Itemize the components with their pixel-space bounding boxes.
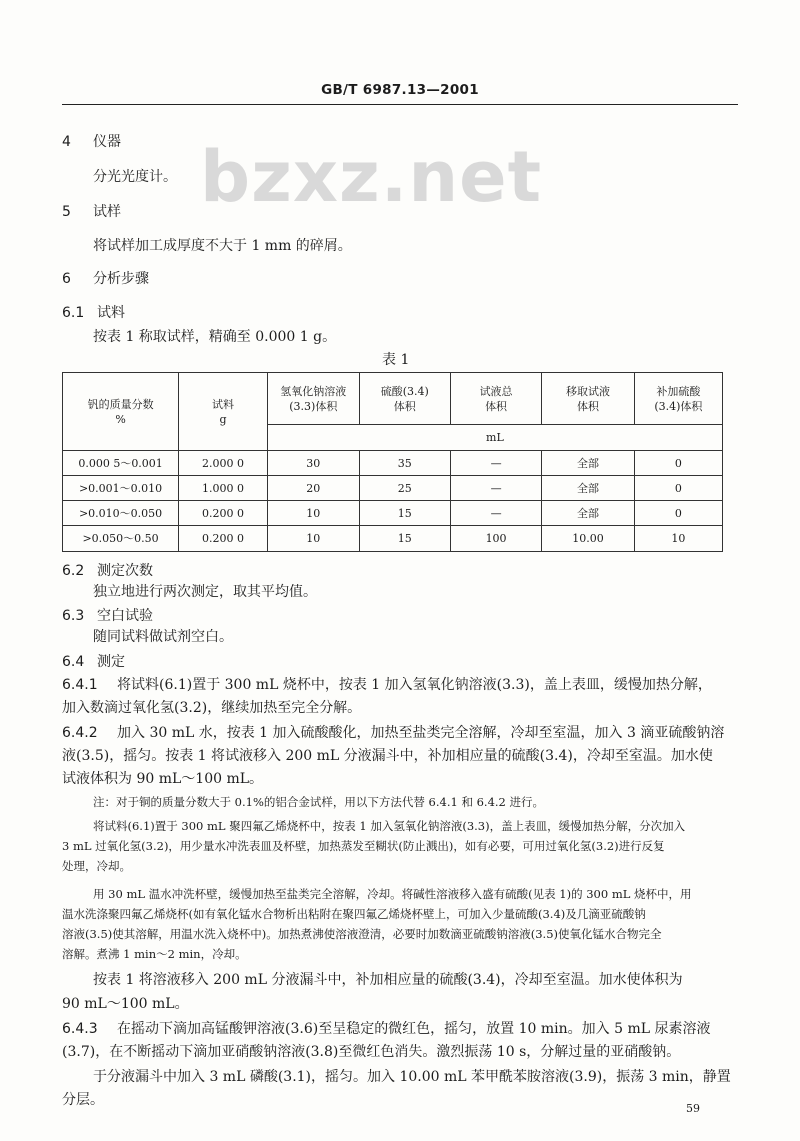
table-cell: 15 <box>359 526 450 552</box>
section-4-text: 分光光度计。 <box>93 169 177 185</box>
section-6-1-number: 6.1 <box>62 305 85 321</box>
section-6-4-1-line: 加入数滴过氧化氢(3.2)，继续加热至完全分解。 <box>62 700 362 716</box>
header-cell-total-volume <box>450 373 542 425</box>
header-text: 补加硫酸 <box>656 384 701 398</box>
header-unit: % <box>115 412 126 426</box>
section-4-title: 仪器 <box>93 134 121 150</box>
section-6-2-title: 测定次数 <box>97 563 153 579</box>
header-text: 移取试液 <box>566 384 611 398</box>
table-cell: 30 <box>267 451 359 476</box>
section-6-title: 分析步骤 <box>93 271 149 287</box>
table-cell: 10 <box>267 526 359 552</box>
table-cell: 2.000 0 <box>179 451 268 476</box>
note-line: 溶液(3.5)使其溶解，用温水洗入烧杯中)。加热煮沸使溶液澄清，必要时加数滴亚硫酸钠溶液(3.5)使氧化锰水合物完全 <box>62 927 662 941</box>
table-1-title: 表 1 <box>382 352 410 368</box>
table-row <box>63 501 723 526</box>
section-6-4-1-line: 将试料(6.1)置于 300 mL 烧杯中，按表 1 加入氢氧化钠溶液(3.3)，盖上表皿，缓慢加热分解， <box>117 677 712 693</box>
table-cell: 10 <box>267 501 359 526</box>
table-cell: 全部 <box>542 476 634 501</box>
section-6-4-2-number: 6.4.2 <box>62 725 98 741</box>
section-6-2-text: 独立地进行两次测定，取其平均值。 <box>93 584 317 600</box>
standard-code-header: GB/T 6987.13—2001 <box>321 82 479 98</box>
table-cell: 35 <box>359 451 450 476</box>
table-cell: — <box>450 501 542 526</box>
note-follow-line: 90 mL～100 mL。 <box>62 996 189 1012</box>
page-number: 59 <box>686 1102 700 1115</box>
note-line: 温水洗涤聚四氟乙烯烧杯(如有氧化锰水合物析出粘附在聚四氟乙烯烧杯壁上，可加入少量硫酸(3.4)及几滴亚硫酸钠 <box>62 907 646 921</box>
note-line: 溶解。煮沸 1 min～2 min，冷却。 <box>62 947 247 961</box>
note-line: 用 30 mL 温水冲洗杯壁，缓慢加热至盐类完全溶解，冷却。将碱性溶液移入盛有硫酸(见表 1)的 300 mL 烧杯中，用 <box>93 887 692 901</box>
table-cell: >0.001～0.010 <box>63 476 179 501</box>
header-text: 体积 <box>485 399 508 413</box>
section-6-4-2-line: 加入 30 mL 水，按表 1 加入硫酸酸化，加热至盐类完全溶解，冷却至室温，加入 3 滴亚硫酸钠溶 <box>117 725 725 741</box>
table-row <box>63 451 723 476</box>
table-row <box>63 526 723 552</box>
section-6-4-2-line: 液(3.5)，摇匀。按表 1 将试液移入 200 mL 分液漏斗中，补加相应量的硫酸(3.4)，冷却至室温。加水使 <box>62 748 713 764</box>
section-5-number: 5 <box>62 204 71 220</box>
header-text: 氢氧化钠溶液 <box>280 384 347 398</box>
table-cell: 0 <box>634 476 722 501</box>
header-text: 硫酸(3.4) <box>380 384 429 398</box>
section-6-1-title: 试料 <box>97 305 125 321</box>
table-cell: 1.000 0 <box>179 476 268 501</box>
section-6-4-number: 6.4 <box>62 654 85 670</box>
note-line: 处理，冷却。 <box>62 859 131 873</box>
table-cell: 0.200 0 <box>179 526 268 552</box>
table-cell: 全部 <box>542 451 634 476</box>
watermark: bzxz.net <box>200 136 543 218</box>
section-6-4-title: 测定 <box>97 654 125 670</box>
section-6-4-3-line: 于分液漏斗中加入 3 mL 磷酸(3.1)，摇匀。加入 10.00 mL 苯甲酰苯胺溶液(3.9)，振荡 3 min，静置 <box>93 1069 731 1085</box>
table-cell: 10 <box>634 526 722 552</box>
table-cell: 25 <box>359 476 450 501</box>
section-5-text: 将试样加工成厚度不大于 1 mm 的碎屑。 <box>93 238 352 254</box>
header-rule <box>62 104 738 105</box>
table-cell: — <box>450 476 542 501</box>
table-cell: >0.010～0.050 <box>63 501 179 526</box>
header-cell-additional-h2so4 <box>634 373 722 425</box>
table-cell: 15 <box>359 501 450 526</box>
section-6-4-2-line: 试液体积为 90 mL～100 mL。 <box>62 771 264 787</box>
table-row <box>63 476 723 501</box>
header-text: 试液总 <box>479 384 513 398</box>
table-header-row <box>63 373 723 425</box>
note-follow-line: 按表 1 将溶液移入 200 mL 分液漏斗中，补加相应量的硫酸(3.4)，冷却至室温。加水使体积为 <box>93 972 683 988</box>
section-6-4-3-line: 在摇动下滴加高锰酸钾溶液(3.6)至呈稳定的微红色，摇匀，放置 10 min。加入 5 mL 尿素溶液 <box>117 1021 711 1037</box>
table-cell: 20 <box>267 476 359 501</box>
note-line: 注：对于铜的质量分数大于 0.1%的铝合金试样，用以下方法代替 6.4.1 和 6.4.2 进行。 <box>93 795 545 809</box>
note-line: 将试料(6.1)置于 300 mL 聚四氟乙烯烧杯中，按表 1 加入氢氧化钠溶液(3.3)，盖上表皿，缓慢加热分解，分次加入 <box>93 819 686 833</box>
header-cell-aliquot-volume <box>542 373 634 425</box>
section-5-title: 试样 <box>93 204 121 220</box>
header-text: 体积 <box>577 399 600 413</box>
header-cell-h2so4-volume <box>359 373 450 425</box>
table-cell: 0 <box>634 501 722 526</box>
header-cell-vanadium-fraction <box>63 373 179 451</box>
section-6-3-title: 空白试验 <box>97 608 153 624</box>
table-cell: 100 <box>450 526 542 552</box>
unit-cell: mL <box>267 425 722 451</box>
section-6-2-number: 6.2 <box>62 563 85 579</box>
header-cell-naoh-volume <box>267 373 359 425</box>
table-cell: >0.050～0.50 <box>63 526 179 552</box>
section-6-4-3-line: (3.7)，在不断摇动下滴加亚硝酸钠溶液(3.8)至微红色消失。激烈振荡 10 s，分解过量的亚硝酸钠。 <box>62 1044 681 1060</box>
header-text: 钒的质量分数 <box>87 397 154 411</box>
header-cell-sample-mass <box>179 373 268 451</box>
header-text: 试料 <box>211 397 234 411</box>
table-cell: 全部 <box>542 501 634 526</box>
header-text: 体积 <box>393 399 416 413</box>
section-6-number: 6 <box>62 271 71 287</box>
section-6-1-text: 按表 1 称取试样，精确至 0.000 1 g。 <box>93 329 337 345</box>
header-text: (3.4)体积 <box>654 399 703 413</box>
section-6-3-number: 6.3 <box>62 608 85 624</box>
table-cell: 0.200 0 <box>179 501 268 526</box>
header-text: (3.3)体积 <box>289 399 338 413</box>
section-6-4-1-number: 6.4.1 <box>62 677 98 693</box>
table-cell: 0 <box>634 451 722 476</box>
header-unit: g <box>219 412 227 426</box>
table-cell: 0.000 5～0.001 <box>63 451 179 476</box>
section-6-4-3-number: 6.4.3 <box>62 1021 98 1037</box>
table-cell: 10.00 <box>542 526 634 552</box>
section-4-number: 4 <box>62 134 71 150</box>
table-1 <box>62 372 723 552</box>
section-6-3-text: 随同试料做试剂空白。 <box>93 629 233 645</box>
section-6-4-3-line: 分层。 <box>62 1092 104 1108</box>
table-cell: — <box>450 451 542 476</box>
note-line: 3 mL 过氧化氢(3.2)，用少量水冲洗表皿及杯壁，加热蒸发至糊状(防止溅出)，如有必要，可用过氧化氢(3.2)进行反复 <box>62 839 665 853</box>
